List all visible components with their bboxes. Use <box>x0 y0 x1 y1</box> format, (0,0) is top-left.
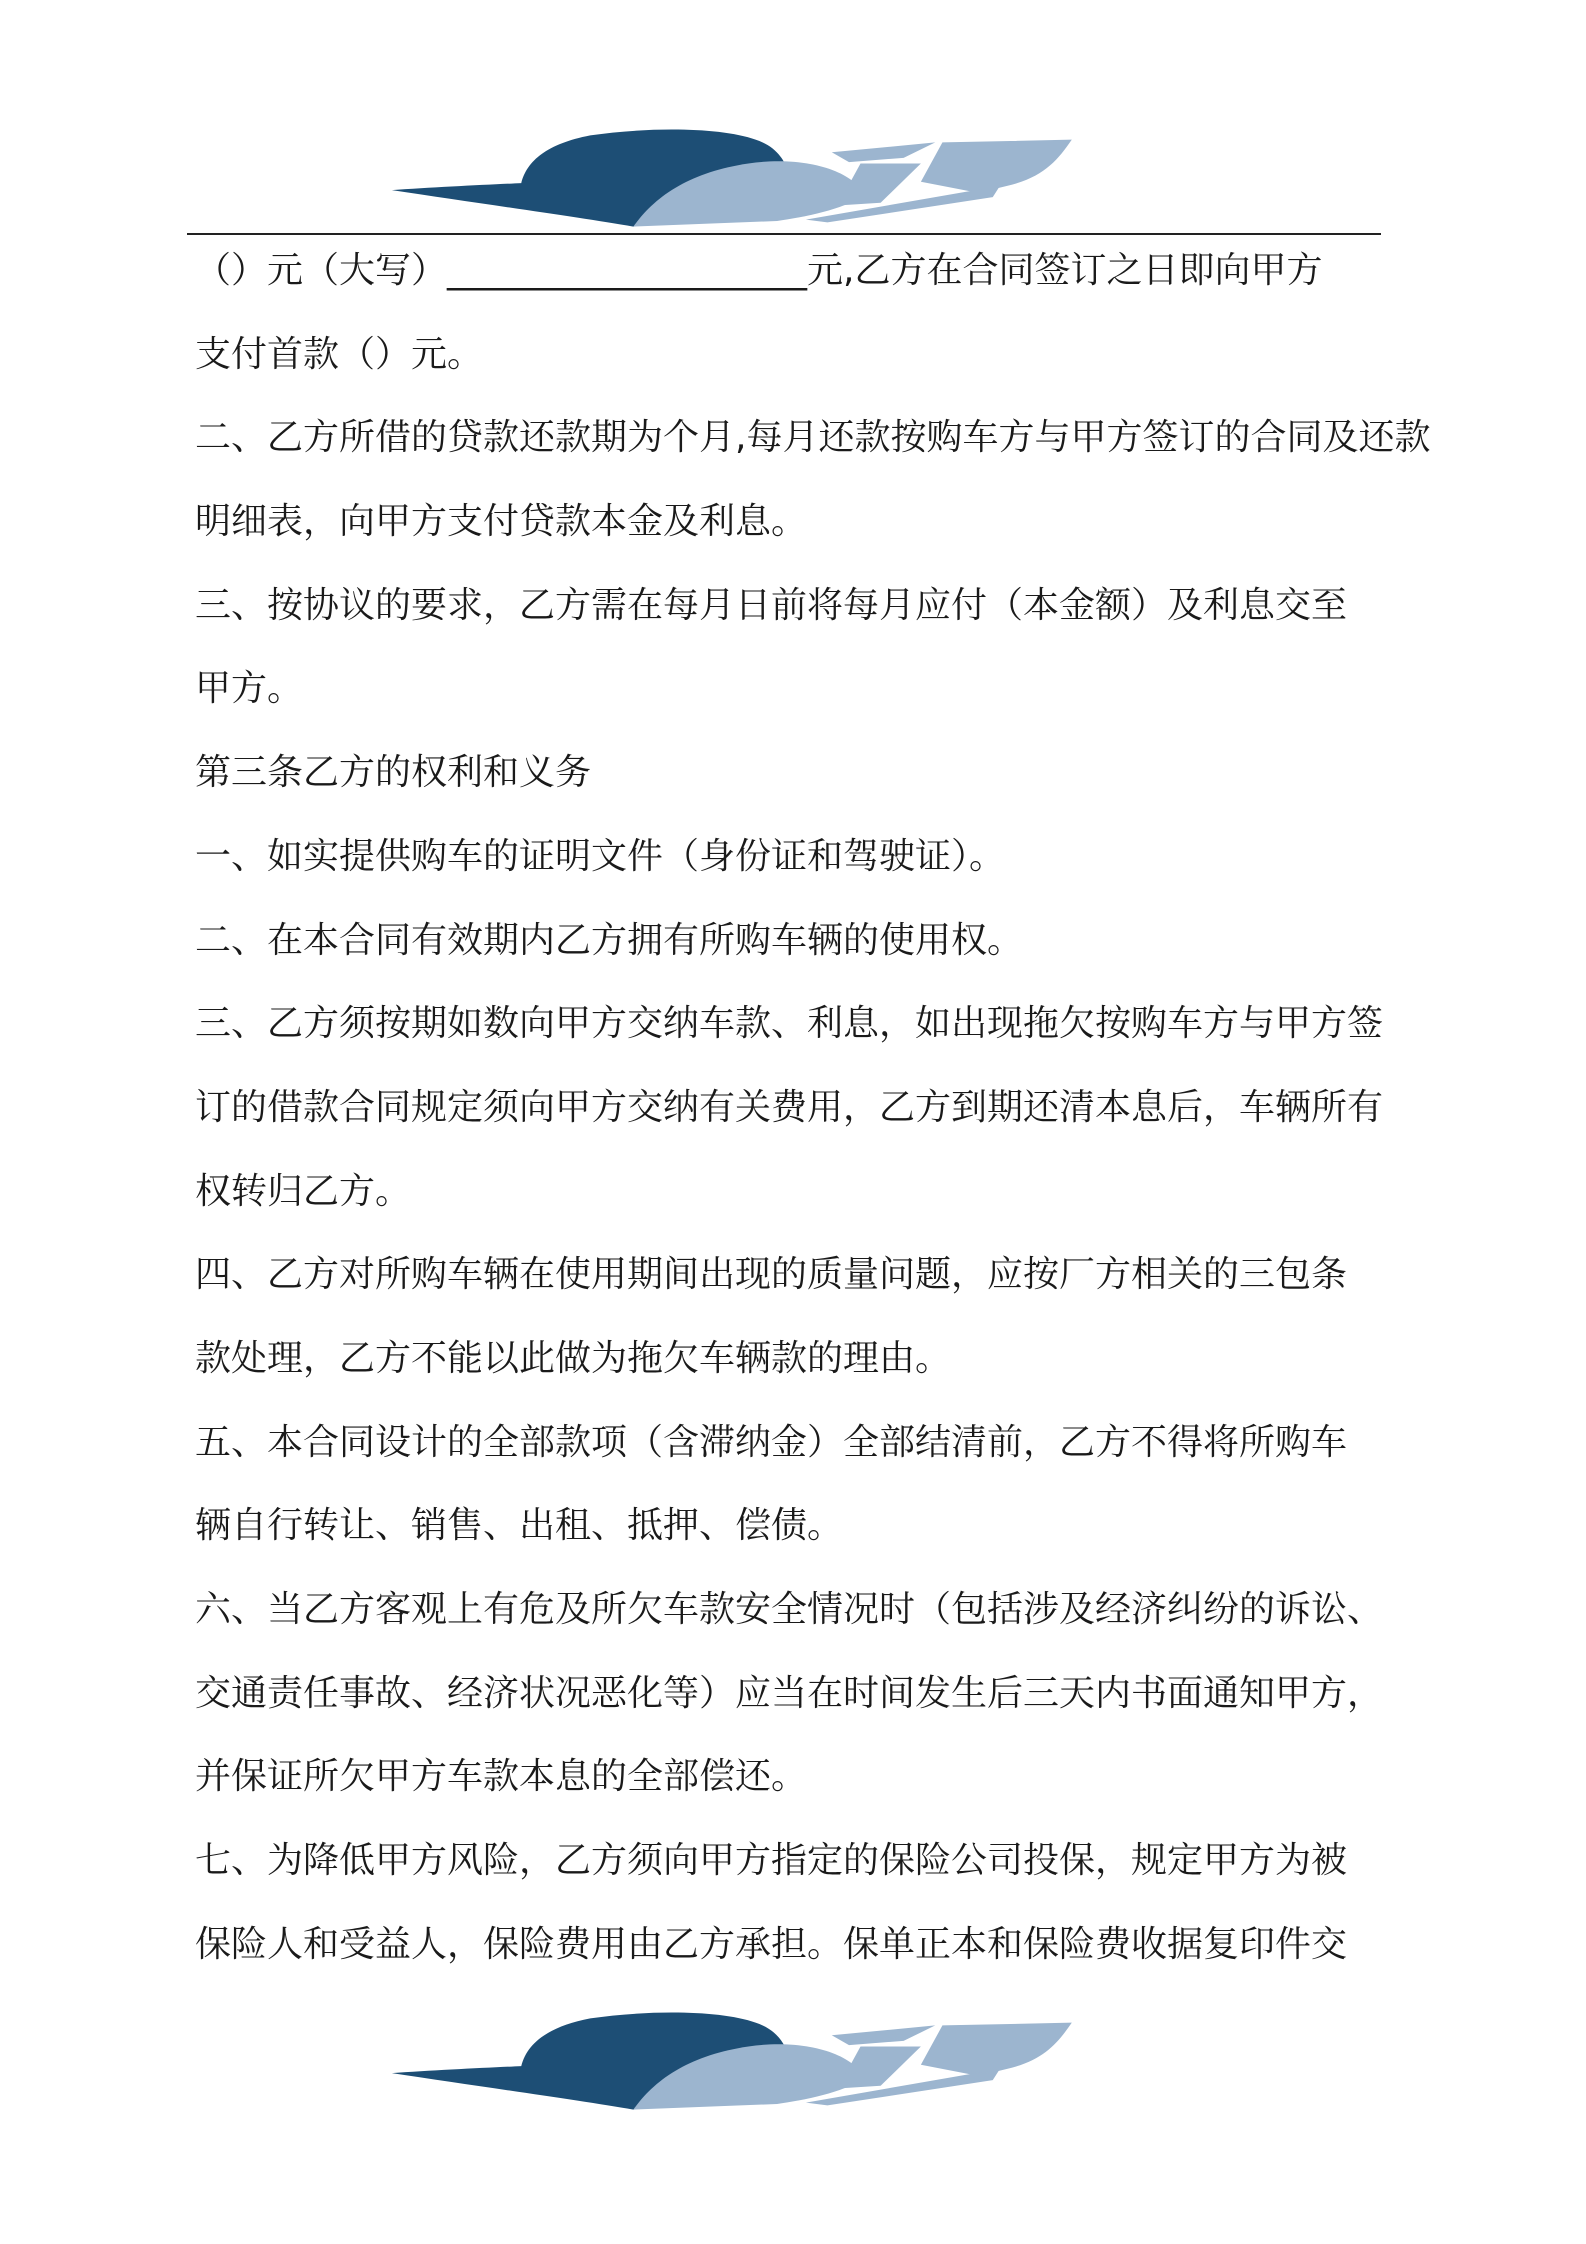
logo-light-cross <box>838 163 921 205</box>
paragraph-line: 支付首款（）元。 <box>195 333 484 375</box>
paragraph-line: 保险人和受益人，保险费用由乙方承担。保单正本和保险费收据复印件交 <box>195 1923 1348 1965</box>
paragraph-line: 二、在本合同有效期内乙方拥有所购车辆的使用权。 <box>195 919 1024 961</box>
paragraph-line: 甲方。 <box>195 668 304 710</box>
paragraph-line: 六、当乙方客观上有危及所欠车款安全情况时（包括涉及经济纠纷的诉讼、 <box>195 1589 1384 1630</box>
paragraph-line: 明细表，向甲方支付贷款本金及利息。 <box>195 501 808 543</box>
logo-light-right-shape <box>921 2023 1072 2076</box>
section-heading: 第三条乙方的权利和义务 <box>195 752 592 794</box>
logo-light-cross <box>838 2046 921 2088</box>
paragraph-line: （）元（大写）____________________元,乙方在合同签订之日即向甲方 <box>195 250 1323 291</box>
paragraph-line: 三、乙方须按期如数向甲方交纳车款、利息，如出现拖欠按购车方与甲方签 <box>195 1003 1384 1045</box>
paragraph-line: 权转归乙方。 <box>195 1170 412 1212</box>
paragraph-line: 辆自行转让、销售、出租、抵押、偿债。 <box>195 1505 844 1547</box>
paragraph-line: 订的借款合同规定须向甲方交纳有关费用，乙方到期还清本息后，车辆所有 <box>195 1086 1384 1128</box>
footer-logo-icon <box>389 2010 1079 2111</box>
contract-body <box>195 229 1495 1986</box>
paragraph-line: 七、为降低甲方风险，乙方须向甲方指定的保险公司投保，规定甲方为被 <box>195 1840 1348 1882</box>
logo-light-right-shape <box>921 140 1072 193</box>
paragraph-line: 五、本合同设计的全部款项（含滞纳金）全部结清前，乙方不得将所购车 <box>195 1421 1348 1463</box>
paragraph-line: 并保证所欠甲方车款本息的全部偿还。 <box>195 1756 808 1798</box>
paragraph-line: 三、按协议的要求，乙方需在每月日前将每月应付（本金额）及利息交至 <box>195 584 1348 626</box>
paragraph-line: 款处理，乙方不能以此做为拖欠车辆款的理由。 <box>195 1337 952 1379</box>
header-logo-icon <box>389 127 1079 228</box>
logo-light-stripe-top <box>832 142 936 162</box>
paragraph-line: 二、乙方所借的贷款还款期为个月,每月还款按购车方与甲方签订的合同及还款 <box>195 417 1431 459</box>
paragraph-line: 一、如实提供购车的证明文件（身份证和驾驶证）。 <box>195 835 1006 877</box>
logo-light-stripe-top <box>832 2025 936 2045</box>
paragraph-line: 交通责任事故、经济状况恶化等）应当在时间发生后三天内书面通知甲方， <box>195 1672 1384 1714</box>
paragraph-line: 四、乙方对所购车辆在使用期间出现的质量问题，应按厂方相关的三包条 <box>195 1254 1348 1296</box>
